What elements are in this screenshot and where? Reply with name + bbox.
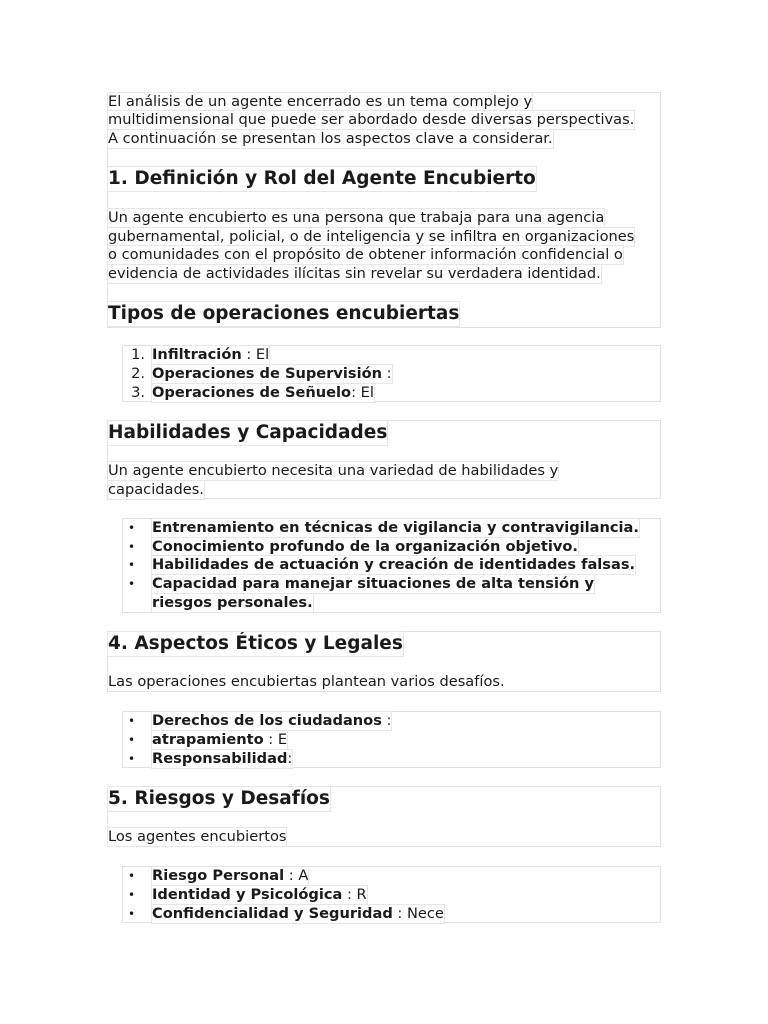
- intro-line-2: multidimensional que puede ser abordado desde diversas perspectivas.: [108, 111, 635, 128]
- bullet-icon: •: [128, 577, 136, 591]
- term: Operaciones de Señuelo: [152, 384, 352, 401]
- term-detail: : A: [284, 867, 309, 884]
- term-detail: : Nece: [392, 905, 444, 922]
- bullet-icon: •: [128, 521, 136, 535]
- skills-heading: Habilidades y Capacidades: [108, 422, 388, 443]
- list-item-text: [152, 867, 308, 885]
- list-item-text: [152, 594, 313, 612]
- operations-subheading: Tipos de operaciones encubiertas: [108, 303, 460, 324]
- risks-list: [122, 866, 661, 923]
- term: Habilidades de actuación y creación de identidades falsas.: [152, 556, 636, 573]
- list-item-text: [152, 346, 269, 364]
- list-item-text: [152, 731, 287, 749]
- list-item-text: [152, 712, 391, 730]
- term-detail: :: [382, 365, 392, 382]
- skills-section-block: [107, 420, 661, 499]
- bullet-icon: •: [128, 733, 136, 747]
- term: Capacidad para manejar situaciones de alta tensión y: [152, 575, 594, 592]
- term-detail: :: [287, 750, 293, 767]
- term: Riesgo Personal: [152, 867, 285, 884]
- ethics-text: Las operaciones encubiertas plantean varios desafíos.: [108, 673, 505, 690]
- risks-text: Los agentes encubiertos: [108, 828, 287, 845]
- section-1-line-2: gubernamental, policial, o de inteligencia y se infiltra en organizaciones: [108, 228, 635, 245]
- intro-section-block: [107, 92, 661, 328]
- term: Responsabilidad: [152, 750, 288, 767]
- bullet-icon: •: [128, 752, 136, 766]
- list-item-text: [152, 519, 639, 537]
- term-detail: : R: [342, 886, 367, 903]
- ethics-section-block: [107, 631, 661, 692]
- list-number: 1.: [131, 346, 145, 363]
- list-item-text: [152, 556, 635, 574]
- term: Entrenamiento en técnicas de vigilancia y contravigilancia.: [152, 519, 639, 536]
- list-number: 3.: [131, 384, 145, 401]
- bullet-icon: •: [128, 558, 136, 572]
- term-detail: :: [381, 712, 392, 729]
- term: riesgos personales.: [152, 594, 313, 611]
- intro-line-1: El análisis de un agente encerrado es un tema complejo y: [108, 93, 533, 110]
- bullet-icon: •: [128, 888, 136, 902]
- list-item-text: [152, 384, 374, 402]
- term: Identidad y Psicológica: [152, 886, 343, 903]
- term: Operaciones de Supervisión: [152, 365, 383, 382]
- list-number: 2.: [131, 365, 145, 382]
- term: Derechos de los ciudadanos: [152, 712, 382, 729]
- list-item-text: [152, 538, 578, 556]
- term: Infiltración: [152, 346, 242, 363]
- ethics-heading: 4. Aspectos Éticos y Legales: [108, 633, 403, 654]
- list-item-text: [152, 750, 292, 768]
- risks-heading: 5. Riesgos y Desafíos: [108, 788, 330, 809]
- term-detail: : El: [351, 384, 374, 401]
- intro-line-3: A continuación se presentan los aspectos clave a considerar.: [108, 130, 553, 147]
- term: atrapamiento: [152, 731, 264, 748]
- section-1-line-4: evidencia de actividades ilícitas sin revelar su verdadera identidad.: [108, 265, 601, 282]
- list-item-text: [152, 886, 367, 904]
- term: Conocimiento profundo de la organización objetivo.: [152, 538, 578, 555]
- term-detail: : El: [241, 346, 270, 363]
- risks-section-block: [107, 786, 661, 847]
- skills-line-1: Un agente encubierto necesita una variedad de habilidades y: [108, 462, 559, 479]
- skills-line-2: capacidades.: [108, 481, 204, 498]
- section-1-heading: 1. Definición y Rol del Agente Encubierto: [108, 168, 536, 189]
- section-1-line-3: o comunidades con el propósito de obtener información confidencial o: [108, 246, 623, 263]
- bullet-icon: •: [128, 714, 136, 728]
- operations-list: [122, 345, 661, 402]
- bullet-icon: •: [128, 540, 136, 554]
- list-item-text: [152, 905, 444, 923]
- term: Confidencialidad y Seguridad: [152, 905, 393, 922]
- list-item-text: [152, 365, 392, 383]
- ethics-list: [122, 711, 661, 768]
- section-1-line-1: Un agente encubierto es una persona que trabaja para una agencia: [108, 209, 605, 226]
- list-item-text: [152, 575, 594, 593]
- bullet-icon: •: [128, 869, 136, 883]
- bullet-icon: •: [128, 907, 136, 921]
- skills-list: [122, 518, 661, 613]
- term-detail: : E: [263, 731, 288, 748]
